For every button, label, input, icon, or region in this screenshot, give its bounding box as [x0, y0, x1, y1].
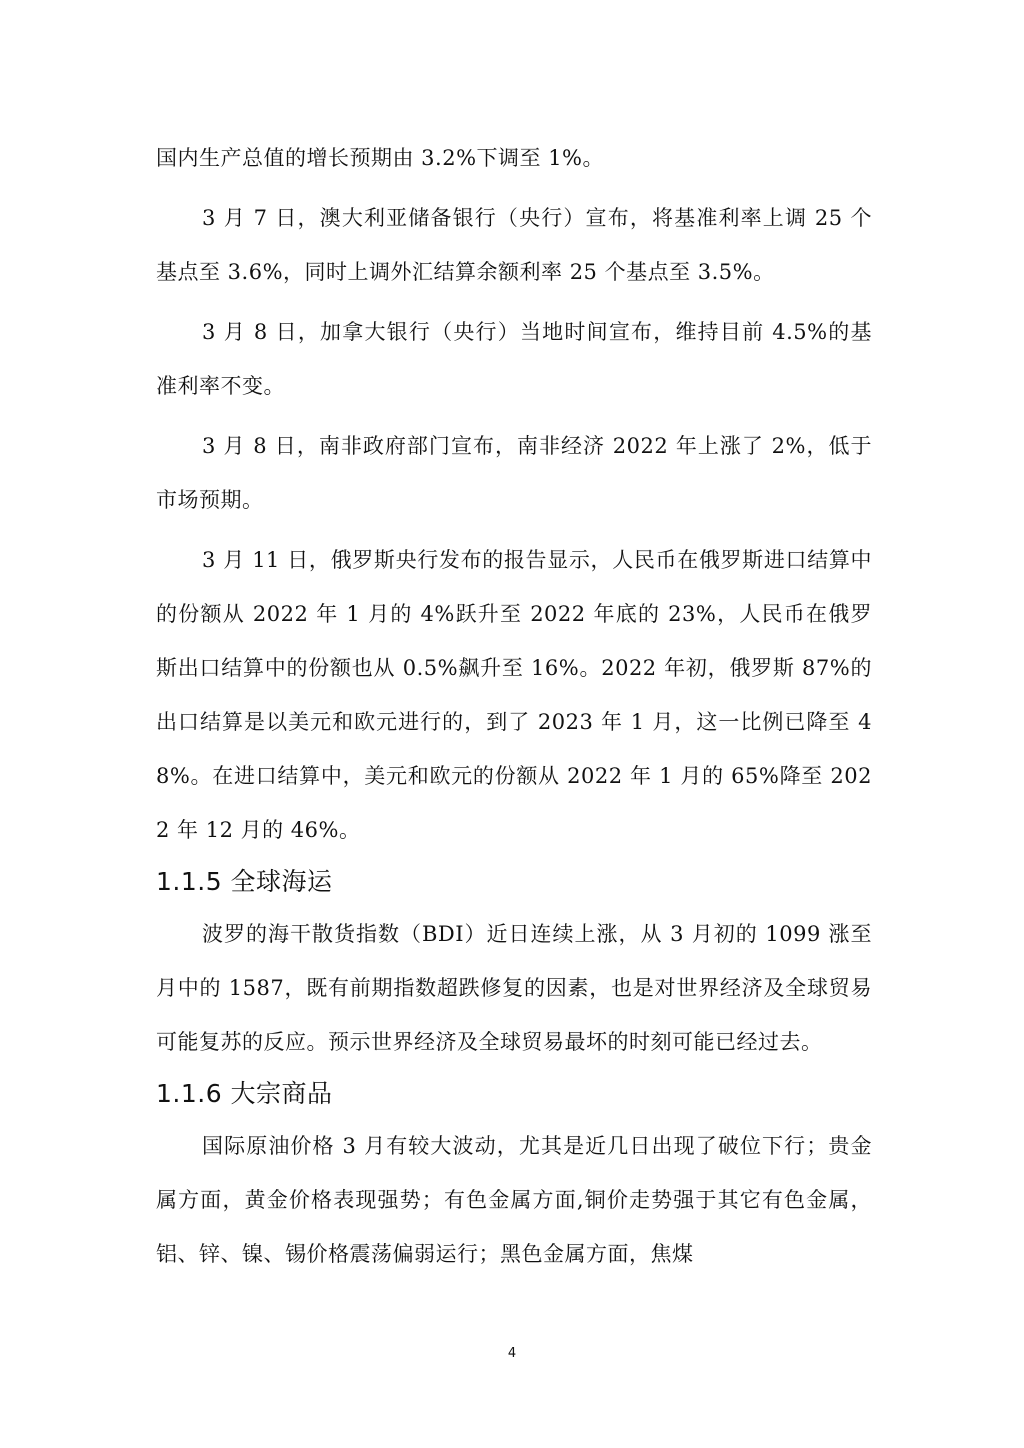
paragraph-gdp-forecast: 国内生产总值的增长预期由 3.2%下调至 1%。 [156, 146, 605, 170]
paragraph-australia-rate: 3 月 7 日，澳大利亚储备银行（央行）宣布，将基准利率上调 25 个基点至 3.6%，同时上调外汇结算余额利率 25 个基点至 3.5%。 [156, 206, 872, 284]
paragraph-south-africa-economy: 3 月 8 日，南非政府部门宣布，南非经济 2022 年上涨了 2%，低于市场预期。 [156, 434, 872, 512]
paragraph-canada-rate: 3 月 8 日，加拿大银行（央行）当地时间宣布，维持目前 4.5%的基准利率不变。 [156, 320, 872, 398]
section-heading-global-shipping: 1.1.5 全球海运 [156, 867, 333, 896]
page-number: 4 [507, 1346, 517, 1361]
section-heading-commodities: 1.1.6 大宗商品 [156, 1079, 333, 1108]
document-body [156, 131, 872, 1281]
paragraph-bdi-index: 波罗的海干散货指数（BDI）近日连续上涨，从 3 月初的 1099 涨至月中的 1587，既有前期指数超跌修复的因素，也是对世界经济及全球贸易可能复苏的反应。预示世界经济及全球贸易最坏的时刻可能已经过去。 [156, 922, 872, 1054]
paragraph-commodity-prices: 国际原油价格 3 月有较大波动，尤其是近几日出现了破位下行；贵金属方面，黄金价格表现强势；有色金属方面,铜价走势强于其它有色金属，铝、锌、镍、锡价格震荡偏弱运行；黑色金属方面，焦煤 [156, 1134, 872, 1266]
paragraph-russia-settlement: 3 月 11 日，俄罗斯央行发布的报告显示，人民币在俄罗斯进口结算中的份额从 2022 年 1 月的 4%跃升至 2022 年底的 23%，人民币在俄罗斯出口结算中的份额也从 0.5%飙升至 16%。2022 年初，俄罗斯 87%的出口结算是以美元和欧元进行的，到了 2023 年 1 月，这一比例已降至 48%。在进口结算中，美元和欧元的份额从 2022 年 1 月的 65%降至 2022 年 12 月的 46%。 [156, 548, 872, 842]
